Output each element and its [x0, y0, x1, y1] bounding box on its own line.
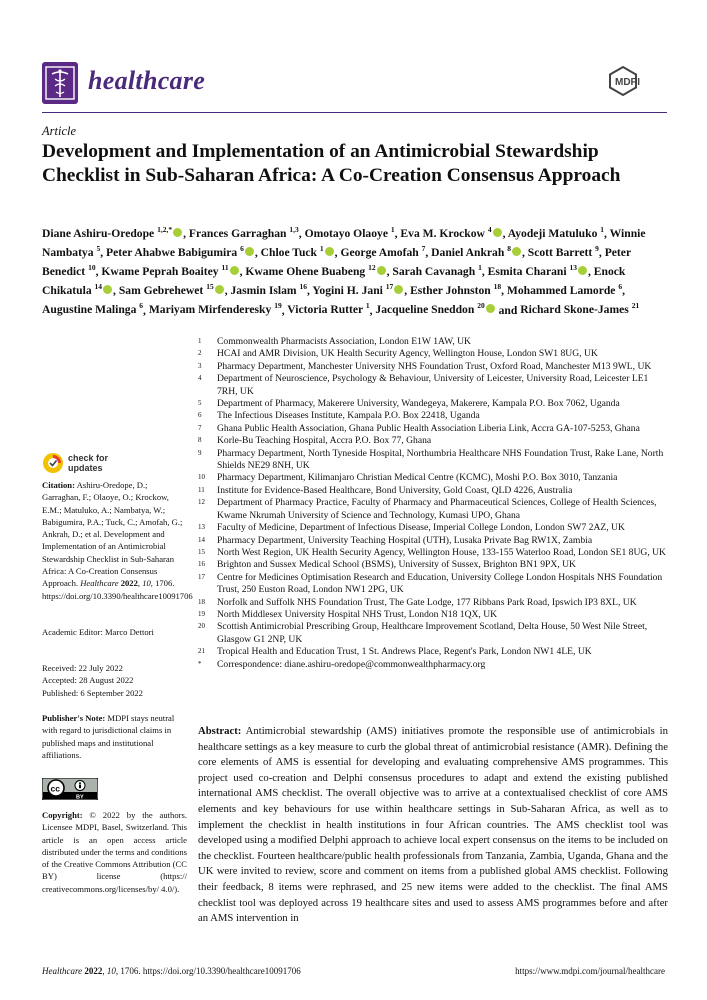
affiliation-text: Pharmacy Department, North Tyneside Hospital, Northumbria Healthcare NHS Foundation Trust, Rake Lane, North Shields NE29 8NH, UK — [217, 447, 664, 472]
check-updates-icon — [42, 452, 64, 474]
affiliation-text: Brighton and Sussex Medical School (BSMS), University of Sussex, Brighton BN1 9PX, UK — [217, 559, 576, 571]
affiliation-number: 19 — [198, 609, 205, 618]
affiliation-number: 11 — [198, 485, 205, 494]
author-affiliation-sup: 13 — [569, 263, 577, 273]
received-date: Received: 22 July 2022 — [42, 663, 123, 673]
author — [528, 246, 599, 259]
accepted-date: Accepted: 28 August 2022 — [42, 675, 134, 686]
author-name: Esmita Charani — [487, 265, 567, 279]
author-name: Richard Skone-James — [520, 303, 629, 317]
abstract-label: Abstract: — [198, 725, 242, 737]
author — [410, 284, 501, 297]
orcid-icon[interactable] — [486, 304, 495, 313]
check-updates-line2: updates — [68, 463, 103, 473]
affiliation-item — [198, 485, 668, 497]
author-affiliation-sup: 10 — [88, 263, 96, 273]
affiliation-item — [198, 398, 668, 410]
affiliation-number: 14 — [198, 535, 205, 544]
author-name: Augustine Malinga — [42, 303, 137, 317]
affiliation-number: 17 — [198, 572, 205, 581]
author — [189, 227, 299, 240]
author-affiliation-sup: 14 — [94, 282, 103, 292]
affiliation-text: Norfolk and Suffolk NHS Foundation Trust, The Gate Lodge, 177 Ribbans Park Road, Ipswich IP3 8XL, UK — [217, 596, 637, 608]
svg-text:BY: BY — [76, 794, 84, 800]
author — [488, 265, 588, 278]
author — [245, 265, 386, 278]
author-affiliation-sup: 21 — [631, 301, 640, 311]
affiliation-number: 10 — [198, 473, 205, 482]
author — [375, 303, 495, 316]
author-name: Peter Ahabwe Babigumira — [105, 246, 238, 260]
citation-text: Ashiru-Oredope, D.; Garraghan, F.; Olaoye, O.; Krockow, E.M.; Matuluko, A.; Nambatya, W.; Babigumira, P.A.; Tuck, C.; Amofah, G.; Ankrah, D.; et al. Development and Implementation of an Antimicrobial Stewardship Checklist in Sub-Saharan Africa: A Co-Creation Consensus Approach. — [42, 480, 183, 589]
author-affiliation-sup: 6 — [240, 244, 244, 254]
orcid-icon[interactable] — [394, 285, 403, 294]
author-affiliation-sup: 11 — [221, 263, 229, 273]
author-name: Scott Barrett — [527, 246, 593, 260]
author — [149, 303, 282, 316]
author — [261, 246, 335, 259]
affiliation-text: Department of Pharmacy, Makerere University, Wandegeya, Makerere, Kampala P.O. Box 7062, Uganda — [217, 398, 620, 410]
affiliation-number: 21 — [198, 647, 205, 656]
affiliation-text: Faculty of Medicine, Department of Infectious Disease, Imperial College London, London SW7 2AZ, UK — [217, 522, 625, 534]
author-affiliation-sup: 17 — [385, 282, 394, 292]
author-affiliation-sup: 1,3 — [289, 225, 299, 234]
author-name: Enock Chikatula — [42, 265, 626, 298]
affiliation-item — [198, 336, 668, 348]
affiliation-number: 18 — [198, 597, 205, 606]
svg-text:cc: cc — [50, 783, 60, 794]
author-affiliation-sup: 6 — [139, 301, 144, 311]
affiliation-item — [198, 472, 668, 484]
affiliation-number: 9 — [198, 448, 202, 457]
check-for-updates-badge[interactable] — [42, 452, 162, 478]
author-name: Frances Garraghan — [188, 226, 287, 240]
dates-block — [42, 662, 187, 699]
author-name: Omotayo Olaoye — [304, 226, 388, 240]
affiliation-item — [198, 435, 668, 447]
author-name: Ayodeji Matuluko — [507, 226, 598, 240]
author-name: George Amofah — [340, 246, 419, 260]
author-affiliation-sup: 16 — [299, 282, 307, 292]
author-name: Sam Gebrehewet — [118, 284, 204, 298]
affiliation-item — [198, 659, 668, 671]
published-date: Published: 6 September 2022 — [42, 687, 143, 698]
article-title: Development and Implementation of an Antimicrobial Stewardship Checklist in Sub-Saharan Africa: A Co-Creation Consensus Approach — [42, 141, 621, 186]
author — [392, 265, 481, 278]
affiliation-text: Pharmacy Department, Kilimanjaro Christian Medical Centre (KCMC), Moshi P.O. Box 3010, Tanzania — [217, 472, 618, 484]
affiliation-text: The Infectious Diseases Institute, Kampala P.O. Box 22418, Uganda — [217, 410, 480, 422]
author-affiliation-sup: 18 — [493, 282, 502, 292]
author-name: Kwame Peprah Boaitey — [101, 265, 219, 279]
affiliation-text: Scottish Antimicrobial Prescribing Group, Healthcare Improvement Scotland, Delta House, 50 West Nile Street, Glasgow G1 2NP, UK — [217, 621, 648, 645]
author-name: Mohammed Lamorde — [506, 284, 616, 298]
orcid-icon[interactable] — [493, 228, 502, 237]
author-affiliation-sup: 12 — [368, 263, 376, 273]
author-affiliation-sup: 4 — [487, 225, 492, 234]
orcid-icon[interactable] — [230, 266, 239, 275]
author-affiliation-sup: 8 — [507, 244, 511, 254]
author-affiliation-sup: 6 — [618, 282, 623, 292]
author — [42, 303, 143, 316]
affiliation-item — [198, 646, 668, 658]
affiliation-number: 4 — [198, 374, 202, 383]
academic-editor: Academic Editor: Marco Dettori — [42, 627, 154, 637]
affiliation-item — [198, 348, 668, 360]
affiliation-number: 2 — [198, 349, 202, 358]
author — [507, 284, 622, 297]
author — [305, 227, 395, 240]
cc-by-icon[interactable] — [42, 778, 98, 800]
footer-year: 2022 — [84, 966, 103, 976]
affiliation-list — [198, 336, 668, 671]
author-affiliation-sup: 7 — [421, 244, 426, 254]
affiliation-item — [198, 410, 668, 422]
author — [340, 246, 425, 259]
author-affiliation-sup: 1 — [319, 244, 324, 254]
copyright-label: Copyright: — [42, 810, 83, 820]
citation-year: 2022 — [120, 578, 138, 589]
author-affiliation-sup: 1 — [478, 263, 482, 273]
author-name: Eva M. Krockow — [400, 226, 485, 240]
footer-journal-url[interactable]: https://www.mdpi.com/journal/healthcare — [515, 966, 665, 976]
article-type: Article — [42, 124, 77, 138]
publisher-note-text: MDPI stays neutral with regard to jurisdictional claims in published maps and institutional affiliations. — [42, 713, 175, 760]
affiliation-item — [198, 423, 668, 435]
author — [431, 246, 522, 259]
author-list: Diane Ashiru-Oredope $^{1,2,*}$ , Frances Garraghan $^{1,3}$, Omotayo Olaoye $^1$, Eva M. Krockow $^4$ , Ayodeji Matuluko $^1$, Winnie Nambatya $^5$, Peter Ahabwe Babigumira $^6$ , Chloe Tuck $^1$ , George Amofah $^7$, Daniel Ankrah $^8$ , Scott Barrett $^9$, Peter Benedict $^{10}$, Kwame Peprah Boaitey $^{11}$ , Kwame Ohene Buabeng $^{12}$ , Sarah Cavanagh $^1$, Esmita Charani $^{13}$ , Enock Chikatula $^{14}$ , Sam Gebrehewet $^{15}$ , Jasmin Islam $^{16}$, Yogini H. Jani $^{17}$ , Esther Johnston $^{18}$, Mohammed Lamorde $^6$, Augustine Malinga $^6$, Mariyam Mirfenderesky $^{19}$, Victoria Rutter $^1$, Jacqueline Sneddon $^{20}$ and Richard Skone-James $^{21}$ — [42, 225, 646, 317]
citation-doi[interactable]: , 1706. https://doi.org/10.3390/healthcare10091706 — [42, 578, 193, 601]
author-name: Daniel Ankrah — [431, 246, 505, 260]
citation-volume: 10 — [142, 578, 151, 589]
author-name: Esther Johnston — [410, 284, 491, 298]
affiliation-text: Pharmacy Department, University Teaching Hospital (UTH), Lusaka Private Bag RW1X, Zambia — [217, 534, 593, 546]
author — [101, 265, 239, 278]
author-name: Kwame Ohene Buabeng — [245, 265, 366, 279]
journal-name: healthcare — [88, 66, 206, 95]
footer-citation[interactable]: Healthcare 2022, 10, 1706. https://doi.org/10.3390/healthcare10091706 — [42, 966, 301, 976]
journal-logo — [42, 62, 78, 104]
author-affiliation-sup: 1 — [600, 225, 605, 234]
publisher-note — [42, 712, 187, 761]
author-name: Peter Benedict — [42, 246, 631, 279]
affiliation-text: Commonwealth Pharmacists Association, London E1W 1AW, UK — [217, 336, 471, 347]
affiliation-text: North West Region, UK Health Security Agency, Wellington House, 133-155 Waterloo Road, London SE1 8UG, UK — [217, 546, 666, 558]
svg-text:MDPI: MDPI — [615, 77, 640, 88]
author-affiliation-sup: 1,2,* — [157, 225, 173, 234]
affiliation-number: 20 — [198, 622, 205, 631]
author-name: Chloe Tuck — [260, 246, 318, 260]
author — [231, 284, 307, 297]
affiliation-text: HCAI and AMR Division, UK Health Security Agency, Wellington House, London SW1 8UG, UK — [217, 348, 598, 360]
author-name: Victoria Rutter — [287, 303, 363, 317]
author — [119, 284, 225, 297]
affiliation-text: Centre for Medicines Optimisation Research and Education, University College London Hospitals NHS Foundation Trust, 250 Euston Road, London NW1 2PG, UK — [217, 571, 663, 596]
footer-journal: Healthcare — [42, 966, 83, 976]
check-updates-line1: check for — [68, 453, 109, 463]
header-rule — [42, 112, 667, 113]
affiliation-text: Department of Pharmacy Practice, Faculty of Pharmacy and Pharmaceutical Sciences, College of Health Sciences, Kwame Nkrumah University of Science and Technology, Kumasi UPO, Ghana — [217, 497, 657, 521]
copyright-text: © 2022 by the authors. Licensee MDPI, Basel, Switzerland. This article is an open access article distributed under the terms and conditions of the Creative Commons Attribution (CC BY) license (https:// creativecommons.org/licenses/by/ 4.0/). — [42, 810, 187, 894]
author — [287, 303, 369, 316]
author-name: Sarah Cavanagh — [392, 265, 476, 279]
affiliation-item — [198, 448, 668, 473]
affiliation-item — [198, 522, 668, 534]
author — [508, 227, 604, 240]
caduceus-icon — [42, 62, 78, 104]
affiliation-number: * — [198, 659, 202, 668]
affiliation-number: 1 — [198, 337, 202, 345]
author-name: Winnie Nambatya — [42, 226, 646, 260]
affiliation-number: 13 — [198, 523, 205, 532]
affiliation-number: 5 — [198, 399, 202, 408]
affiliation-text: Correspondence: diane.ashiru-oredope@commonwealthpharmacy.org — [217, 658, 486, 670]
publisher-note-label: Publisher's Note: — [42, 713, 106, 723]
affiliation-number: 7 — [198, 423, 202, 432]
affiliation-text: Institute for Evidence-Based Healthcare, Bond University, Gold Coast, QLD 4226, Australia — [217, 484, 573, 496]
affiliation-text: Tropical Health and Education Trust, 1 St. Andrews Place, Regent's Park, London NW1 4LE, UK — [217, 646, 592, 658]
orcid-icon[interactable] — [377, 266, 386, 275]
affiliation-number: 15 — [198, 547, 205, 556]
affiliation-number: 3 — [198, 361, 202, 370]
abstract — [198, 724, 668, 927]
affiliation-text: North Middlesex University Hospital NHS Trust, London N18 1QX, UK — [217, 608, 498, 620]
author-name: Diane Ashiru-Oredope — [42, 226, 155, 240]
orcid-icon[interactable] — [103, 285, 112, 294]
author-affiliation-sup: 1 — [365, 301, 370, 311]
mdpi-logo — [609, 66, 667, 96]
orcid-icon[interactable] — [215, 285, 224, 294]
author-affiliation-sup: 5 — [96, 244, 101, 254]
affiliation-item — [198, 535, 668, 547]
affiliation-item — [198, 373, 668, 398]
orcid-icon[interactable] — [325, 247, 334, 256]
orcid-icon[interactable] — [512, 247, 521, 256]
affiliation-text: Korle-Bu Teaching Hospital, Accra P.O. Box 77, Ghana — [217, 435, 432, 447]
orcid-icon[interactable] — [245, 247, 254, 256]
author — [520, 303, 639, 316]
author-name: Jacqueline Sneddon — [375, 303, 475, 317]
affiliation-number: 8 — [198, 436, 202, 445]
affiliation-item — [198, 361, 668, 373]
orcid-icon[interactable] — [578, 266, 587, 275]
citation-label: Citation: — [42, 480, 75, 490]
author-affiliation-sup: 1 — [390, 225, 395, 234]
author — [42, 227, 183, 240]
author-name: Mariyam Mirfenderesky — [148, 303, 272, 317]
affiliation-item — [198, 547, 668, 559]
affiliation-item — [198, 572, 668, 597]
affiliation-text: Department of Neuroscience, Psychology & Behaviour, University of Leicester, University Road, Leicester LE1 7RH, UK — [217, 373, 649, 397]
affiliation-item — [198, 621, 668, 646]
author-affiliation-sup: 9 — [595, 244, 599, 254]
author — [312, 284, 404, 297]
footer-doi[interactable]: , 1706. https://doi.org/10.3390/healthcare10091706 — [115, 966, 301, 976]
footer-volume: 10 — [106, 966, 116, 976]
authors-and: and — [498, 303, 518, 317]
author-affiliation-sup: 15 — [206, 282, 214, 292]
affiliation-number: 12 — [198, 498, 205, 507]
author — [106, 246, 255, 259]
affiliation-text: Pharmacy Department, Manchester University NHS Foundation Trust, Oxford Road, Manchester M13 9WL, UK — [217, 360, 652, 372]
affiliation-text: Ghana Public Health Association, Ghana Public Health Association Liberia Link, Accra GA-107-5253, Ghana — [217, 422, 640, 434]
copyright-block — [42, 809, 187, 895]
author — [400, 227, 502, 240]
author-affiliation-sup: 19 — [274, 301, 282, 311]
orcid-icon[interactable] — [173, 228, 182, 237]
abstract-text: Antimicrobial stewardship (AMS) initiatives promote the responsible use of antimicrobials in healthcare settings as a key measure to curb the global threat of antimicrobial resistance (AMR). Defining the core elements of AMS is essential for developing and evaluating comprehensive AMS programmes. This project used co-creation and Delphi consensus procedures to adapt and extend the existing published international AMS checklist. The overall objective was to arrive at a contextualised checklist of core AMS elements and key behaviours for use within healthcare settings in Sub-Saharan Africa, as well as to implement the checklist in health institutions in four African countries. The AMS checklist tool was developed using a modified Delphi approach to achieve local expert consensus on the items to be included on the checklist. Fourteen healthcare/public health professionals from Tanzania, Zambia, Uganda, Ghana and the UK were invited to review, score and comment on items from a published global AMS checklist. Following their feedback, 8 items were rephrased, and 25 new items were added to the checklist. The final AMS checklist tool was deployed across 19 healthcare sites and used to assess AMS programmes before and after an AMS intervention in — [198, 725, 668, 925]
citation-journal: Healthcare — [80, 578, 119, 589]
affiliation-number: 6 — [198, 411, 202, 420]
affiliation-item — [198, 597, 668, 609]
affiliation-item — [198, 609, 668, 621]
author-affiliation-sup: 20 — [477, 301, 485, 311]
author-name: Yogini H. Jani — [312, 284, 383, 298]
affiliation-item — [198, 497, 668, 522]
affiliation-item — [198, 559, 668, 571]
affiliation-number: 16 — [198, 560, 205, 569]
citation-block: Citation: Ashiru-Oredope, D.; Garraghan, F.; Olaoye, O.; Krockow, E.M.; Matuluko, A.; Nambatya, W.; Babigumira, P.A.; Tuck, C.; Amofah, G.; Ankrah, D.; et al. Development and Implementation of an Antimicrobial Stewardship Checklist in Sub-Saharan Africa: A Co-Creation Consensus Approach. Healthcare 2022, 10, 1706. https://doi.org/10.3390/healthcare10091706 — [42, 480, 193, 601]
author-name: Jasmin Islam — [230, 284, 297, 298]
